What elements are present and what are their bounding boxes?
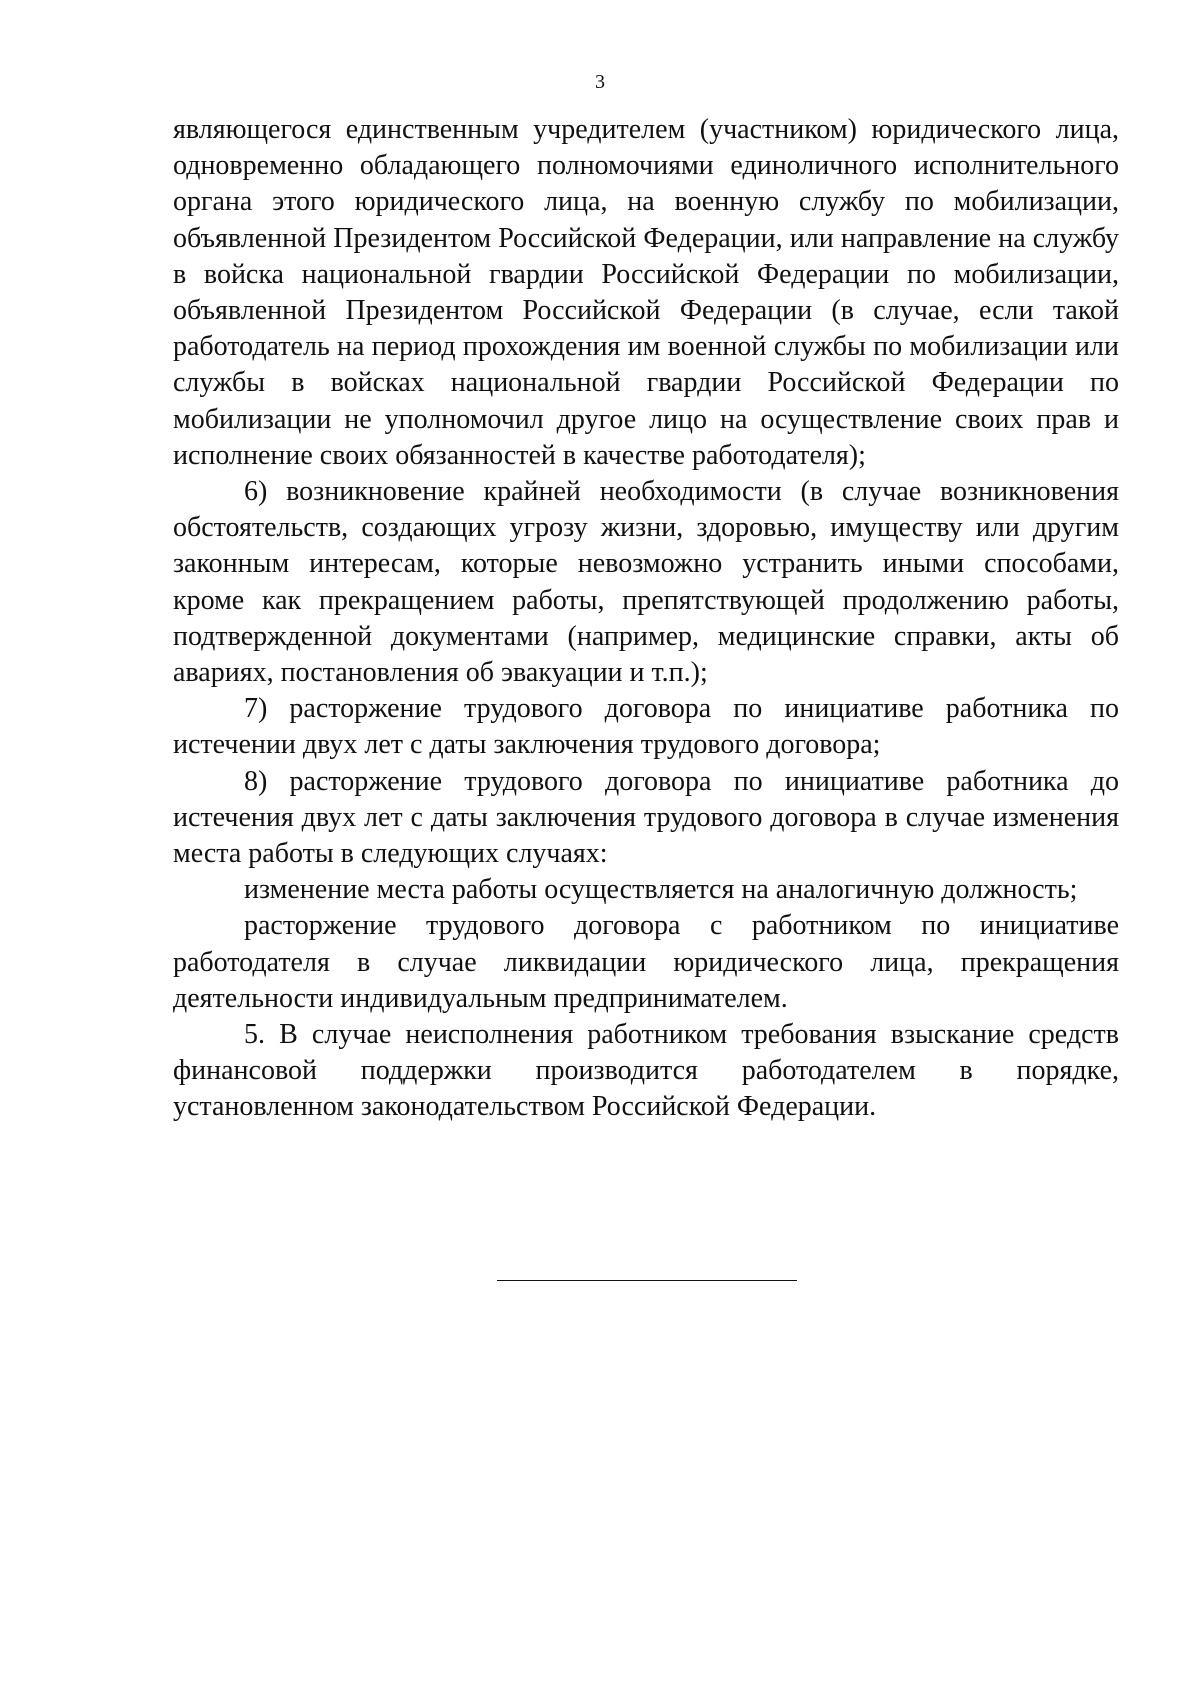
paragraph-clause-5: 5. В случае неисполнения работником требования взыскание средств финансовой поддержки производится работодателем в порядке, установленном законодательством Российской Федерации. bbox=[173, 1019, 1119, 1123]
paragraph-continuation: являющегося единственным учредителем (участником) юридического лица, одновременно обладающего полномочиями единоличного исполнительного органа этого юридического лица, на военную службу по мобилизации, объявленной Президентом Российской Федерации, или направление на службу в войска национальной гвардии Российской Федерации по мобилизации, объявленной Президентом Российской Федерации (в случае, если такой работодатель на период прохождения им военной службы по мобилизации или службы в войсках национальной гвардии Российской Федерации по мобилизации не уполномочил другое лицо на осуществление своих прав и исполнение своих обязанностей в качестве работодателя); bbox=[173, 114, 1119, 471]
page-number: 3 bbox=[595, 71, 605, 93]
paragraph-item-7: 7) расторжение трудового договора по инициативе работника по истечении двух лет с даты заключения трудового договора; bbox=[173, 693, 1119, 761]
end-of-document-rule bbox=[497, 1280, 797, 1281]
paragraph-condition-2: расторжение трудового договора с работником по инициативе работодателя в случае ликвидации юридического лица, прекращения деятельности индивидуальным предпринимателем. bbox=[173, 910, 1119, 1014]
paragraph-condition-1: изменение места работы осуществляется на аналогичную должность; bbox=[244, 874, 1078, 906]
paragraph-item-8: 8) расторжение трудового договора по инициативе работника до истечения двух лет с даты заключения трудового договора в случае изменения места работы в следующих случаях: bbox=[173, 765, 1119, 870]
document-body bbox=[173, 112, 1119, 1126]
paragraph-item-6: 6) возникновение крайней необходимости (в случае возникновения обстоятельств, создающих угрозу жизни, здоровью, имуществу или другим законным интересам, которые невозможно устранить иными способами, кроме как прекращением работы, препятствующей продолжению работы, подтвержденной документами (например, медицинские справки, акты об авариях, постановления об эвакуации и т.п.); bbox=[173, 476, 1119, 689]
